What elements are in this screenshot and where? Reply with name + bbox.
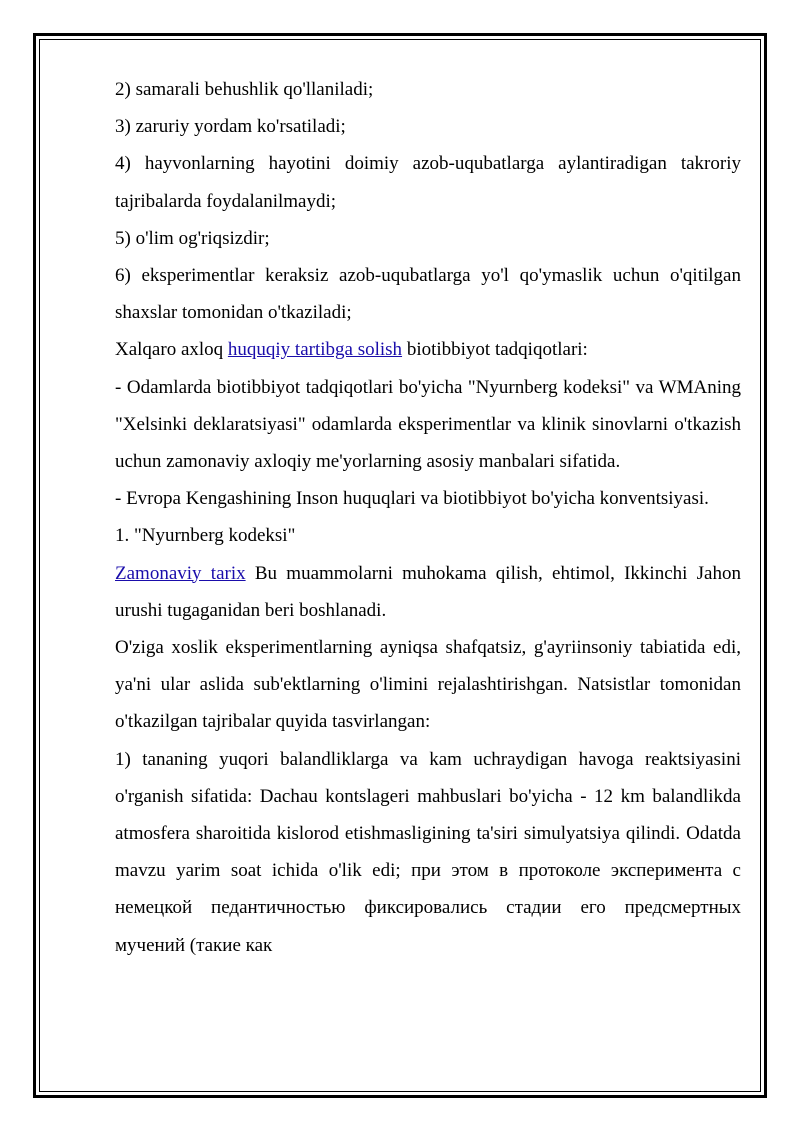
- list-item-3: 3) zaruriy yordam ko'rsatiladi;: [115, 116, 346, 138]
- modern-history-link[interactable]: Zamonaviy tarix: [115, 562, 246, 584]
- paragraph-council-of-europe: - Evropa Kengashining Inson huquqlari va biotibbiyot bo'yicha konventsiyasi.: [115, 488, 709, 510]
- paragraph-text: Bu muammolarni muhokama qilish, ehtimol, Ikkinchi Jahon urushi tugaganidan beri boshlanadi.: [115, 562, 741, 621]
- paragraph-nuremberg-helsinki: - Odamlarda biotibbiyot tadqiqotlari bo'yicha "Nyurnberg kodeksi" va WMAning "Xelsinki deklaratsiyasi" odamlarda eksperimentlar va klinik sinovlarni o'tkazish uchun zamonaviy axloqiy me'yorlarning asosiy manbalari sifatida.: [115, 376, 741, 473]
- paragraph-high-altitude-experiments: 1) tananing yuqori balandliklarga va kam uchraydigan havoga reaktsiyasini o'rganish sifatida: Dachau kontslageri mahbuslari bo'yicha - 12 km balandlikda atmosfera sharoitida kislorod etishmasligining ta'siri simulyatsiya qilindi. Odatda mavzu yarim soat ichida o'lik edi; при этом в протоколе эксперимента с немецкой педантичностью фиксировались стадии его предсмертных мучений (такие как: [115, 748, 741, 956]
- paragraph-text: Xalqaro axloq: [115, 339, 228, 361]
- section-heading-nuremberg-code: 1. "Nyurnberg kodeksi": [115, 525, 296, 547]
- list-item-4: 4) hayvonlarning hayotini doimiy azob-uqubatlarga aylantiradigan takroriy tajribalarda foydalanilmaydi;: [115, 153, 741, 212]
- list-item-6: 6) eksperimentlar keraksiz azob-uqubatlarga yo'l qo'ymaslik uchun o'qitilgan shaxslar tomonidan o'tkaziladi;: [115, 265, 741, 324]
- paragraph-experiments-nature: O'ziga xoslik eksperimentlarning ayniqsa shafqatsiz, g'ayriinsoniy tabiatida edi, ya'ni ular aslida sub'ektlarning o'limini rejalashtirishgan. Natsistlar tomonidan o'tkazilgan tajribalar quyida tasvirlangan:: [115, 637, 741, 733]
- list-item-2: 2) samarali behushlik qo'llaniladi;: [115, 79, 374, 100]
- paragraph-text: biotibbiyot tadqiqotlari:: [402, 339, 588, 361]
- paragraph-international-regulation: [115, 331, 741, 368]
- legal-regulation-link[interactable]: huquqiy tartibga solish: [227, 339, 403, 361]
- paragraph-modern-history: [115, 555, 741, 629]
- list-item-5: 5) o'lim og'riqsizdir;: [115, 227, 270, 249]
- document-body: [115, 71, 741, 964]
